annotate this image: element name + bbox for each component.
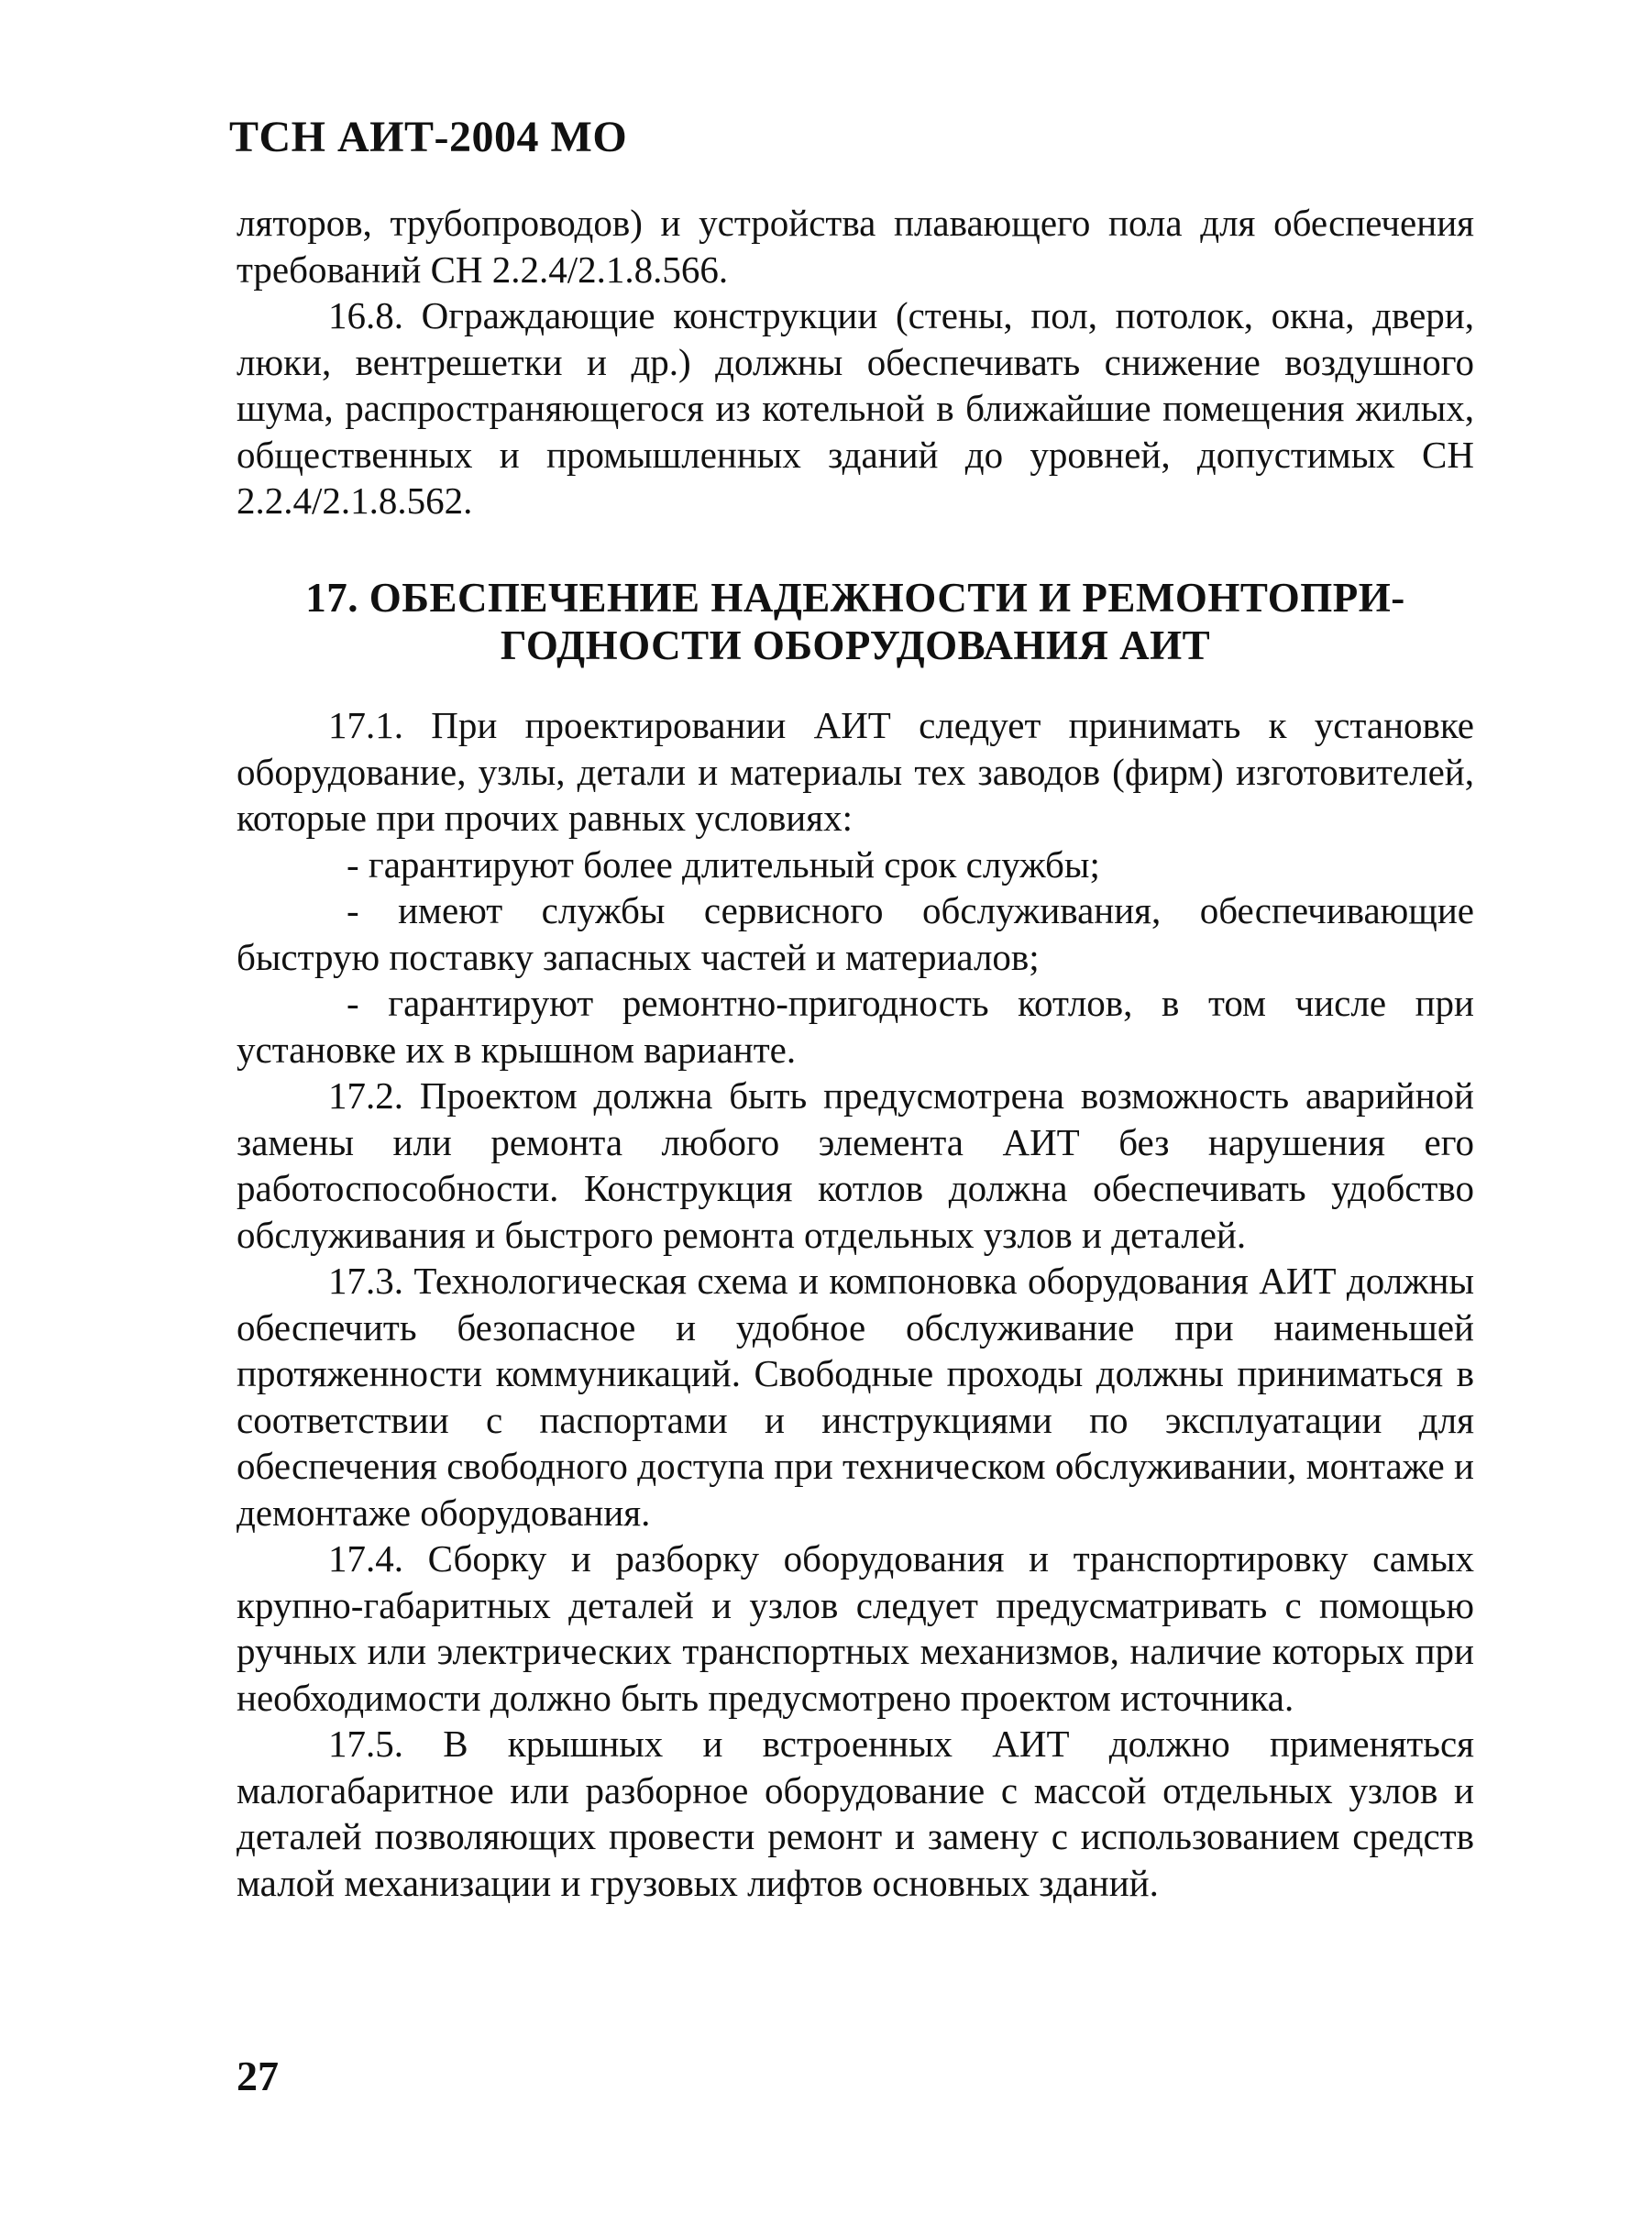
paragraph-17-5: 17.5. В крышных и встроенных АИТ должно применяться малогабаритное или разборное оборудование с массой отдельных узлов и деталей позволяющих провести ремонт и замену с использованием средств малой механизации и грузовых лифтов основных зданий. [237,1723,1474,1904]
document-code-header: ТСН АИТ-2004 МО [229,113,628,161]
section-17-heading [237,574,1474,669]
paragraph-17-3: 17.3. Технологическая схема и компоновка оборудования АИТ должны обеспечить безопасное и удобное обслуживание при наименьшей протяженности коммуникаций. Свободные проходы должны приниматься в соответствии с паспортами и инструкциями по эксплуатации для обеспечения свободного доступа при техническом обслуживании, монтаже и демонтаже оборудования. [237,1260,1474,1534]
list-item: - имеют службы сервисного обслуживания, обеспечивающие быструю поставку запасных частей и материалов; [237,889,1474,978]
text-block-17 [237,702,1474,1906]
list-item: - гарантируют ремонтно-пригодность котлов, в том числе при установке их в крышном варианте. [237,982,1474,1071]
text-block-16 [237,200,1474,524]
paragraph-17-4: 17.4. Сборку и разборку оборудования и транспортировку самых крупно-габаритных деталей и узлов следует предусматривать с помощью ручных или электрических транспортных механизмов, наличие которых при необходимости должно быть предусмотрено проектом источника. [237,1537,1474,1719]
paragraph-17-1: 17.1. При проектировании АИТ следует принимать к установке оборудование, узлы, детали и материалы тех заводов (фирм) изготовителей, которые при прочих равных условиях: [237,704,1474,839]
section-17-title-line-2: ГОДНОСТИ ОБОРУДОВАНИЯ АИТ [500,622,1211,668]
paragraph-17-2: 17.2. Проектом должна быть предусмотрена возможность аварийной замены или ремонта любого элемента АИТ без нарушения его работоспособности. Конструкция котлов должна обеспечивать удобство обслуживания и быстрого ремонта отдельных узлов и деталей. [237,1074,1474,1256]
section-17-title-line-1: 17. ОБЕСПЕЧЕНИЕ НАДЕЖНОСТИ И РЕМОНТОПРИ- [305,575,1405,621]
continuation-paragraph: ляторов, трубопроводов) и устройства плавающего пола для обеспечения требований СН 2.2.4/2.1.8.566. [237,202,1474,291]
page-number: 27 [237,2053,279,2099]
list-item: - гарантируют более длительный срок службы; [347,842,1100,886]
paragraph-16-8: 16.8. Ограждающие конструкции (стены, пол, потолок, окна, двери, люки, вентрешетки и др.) должны обеспечивать снижение воздушного шума, распространяющегося из котельной в ближайшие помещения жилых, общественных и промышленных зданий до уровней, допустимых СН 2.2.4/2.1.8.562. [237,294,1474,522]
